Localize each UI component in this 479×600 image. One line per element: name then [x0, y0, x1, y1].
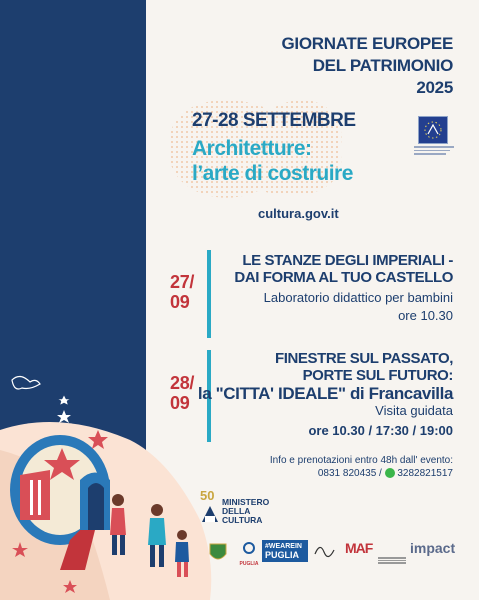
event-2-desc: Visita guidata — [375, 403, 453, 418]
event-1-bar — [207, 250, 211, 338]
ministry-line-1: MINISTERO — [222, 497, 270, 507]
castle-illustration — [0, 370, 220, 600]
theme-line-2: l’arte di costruire — [192, 162, 353, 185]
event-1-desc: Laboratorio didattico per bambini — [263, 290, 453, 305]
event-1-title-1: LE STANZE DEGLI IMPERIALI - — [242, 252, 453, 269]
ministry-line-2: DELLA — [222, 506, 251, 516]
weareinpuglia-logo — [262, 540, 308, 562]
event-1-day: 27/ — [170, 272, 195, 292]
script-logo-icon — [312, 540, 336, 562]
event-2-time: ore 10.30 / 17:30 / 19:00 — [308, 423, 453, 438]
ministry-line-3: CULTURA — [222, 515, 263, 525]
maf-caption — [378, 556, 406, 565]
whatsapp-icon — [385, 468, 395, 478]
event-2-title-2: PORTE SUL FUTURO: — [302, 367, 453, 384]
weare-line-1: #WEAREIN — [265, 543, 302, 550]
puglia-label: PUGLIA — [239, 561, 259, 567]
website-link[interactable]: cultura.gov.it — [258, 206, 339, 221]
event-2-month: 09 — [170, 393, 190, 413]
booking-info — [270, 454, 453, 480]
event-1-title-2: DAI FORMA AL TUO CASTELLO — [234, 269, 453, 286]
event-1-date — [170, 272, 194, 312]
event-1-month: 09 — [170, 292, 190, 312]
weare-line-2: PUGLIA — [265, 550, 300, 560]
event-2-title-3: la "CITTA' IDEALE" di Francavilla — [197, 384, 453, 403]
theme-line-1: Architetture: — [192, 137, 312, 160]
puglia-region-logo — [236, 540, 262, 567]
phone-2[interactable]: 3282821517 — [397, 468, 453, 479]
ministry-number: 50 — [200, 488, 215, 503]
event-2 — [198, 350, 453, 439]
event-header — [281, 33, 453, 99]
header-line-1: GIORNATE EUROPEE — [281, 34, 453, 53]
event-2-day: 28/ — [170, 373, 195, 393]
event-1 — [234, 252, 453, 324]
puglia-sun-icon — [239, 540, 259, 556]
eu-logo-caption — [414, 144, 454, 158]
info-line-1: Info e prenotazioni entro 48h dall' evento: — [269, 455, 453, 466]
event-1-time: ore 10.30 — [398, 308, 453, 323]
maf-logo: MAF — [345, 540, 373, 556]
phone-1[interactable]: 0831 820435 / — [317, 468, 382, 479]
dates: 27-28 SETTEMBRE — [192, 110, 356, 131]
theme-title — [192, 136, 353, 186]
header-line-3: 2025 — [416, 78, 453, 97]
eu-heritage-logo — [418, 116, 448, 144]
event-2-title-1: FINESTRE SUL PASSATO, — [274, 350, 453, 367]
impact-logo: impact — [410, 540, 456, 556]
header-line-2: DEL PATRIMONIO — [312, 56, 453, 75]
